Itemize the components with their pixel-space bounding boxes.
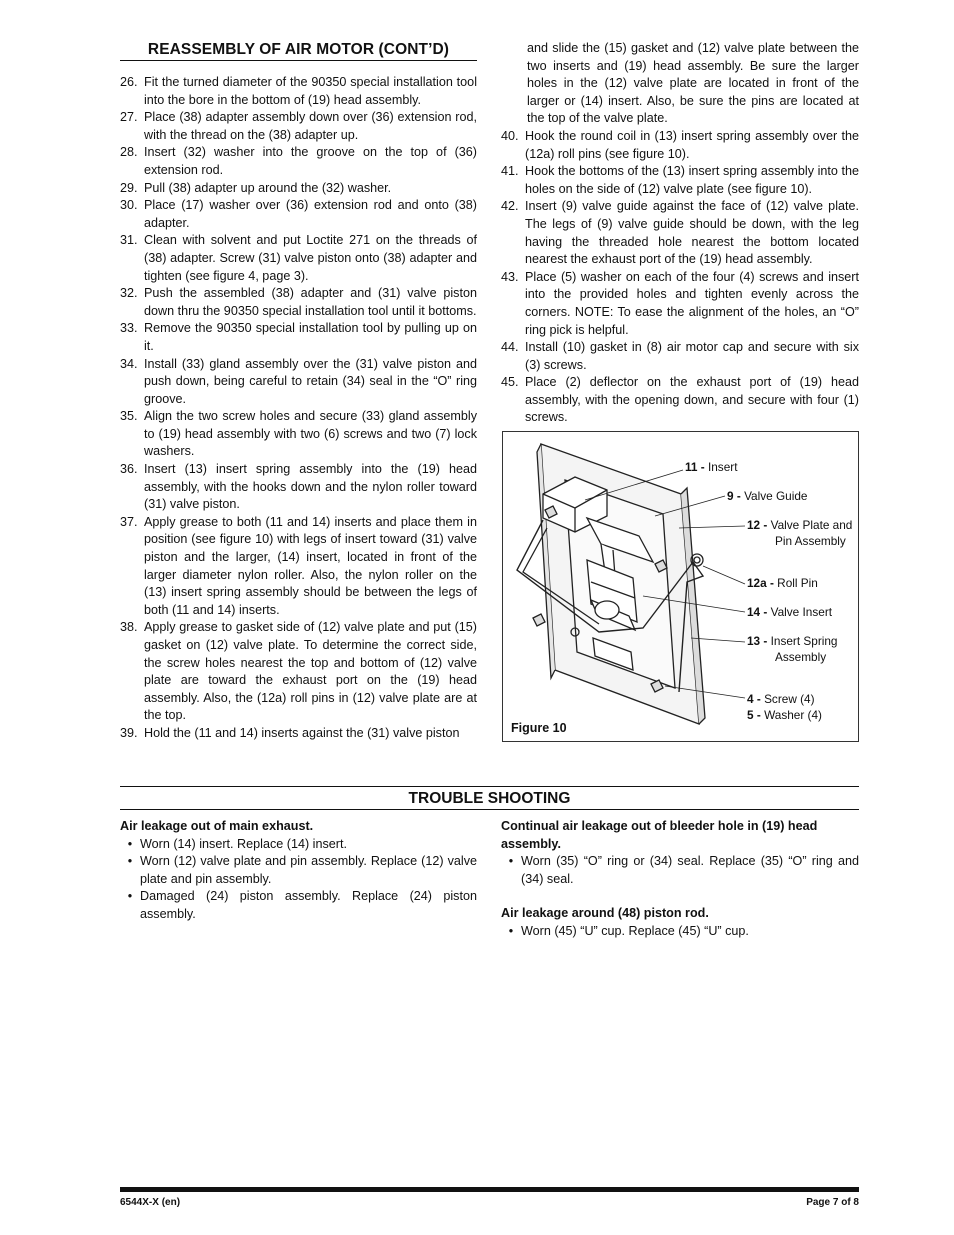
bullet-icon: • bbox=[127, 889, 133, 904]
bullet-icon: • bbox=[127, 836, 133, 851]
callout-12a: 12a - Roll Pin bbox=[747, 576, 818, 590]
callout-11: 11 - Insert bbox=[685, 460, 738, 474]
step-item: 35. Align the two screw holes and secure (33) gland assembly to (19) head assembly with two (6) screws and two (7) lock washers. bbox=[120, 409, 477, 459]
step-item: 42. Insert (9) valve guide against the face of (12) valve plate. The legs of (9) valve guide should be down, with the leg having the threaded hole nearest the bottom located nearest the exhaust port of the (19) head assembly. bbox=[501, 199, 859, 267]
step-item: 27. Place (38) adapter assembly down over (36) extension rod, with the thread on the (38) adapter up. bbox=[120, 110, 477, 142]
step-item: 37. Apply grease to both (11 and 14) inserts and place them in position (see figure 10) with legs of insert toward (31) valve piston and the larger, (14) insert, located in front of the larger diameter nylon roller. Also, the nylon roller on the (13) insert spring assembly should be between the legs of both (11 and 14) inserts. bbox=[120, 514, 477, 617]
step-item: 34. Install (33) gland assembly over the (31) valve piston and push down, being careful to retain (34) seal in the “O” ring groove. bbox=[120, 356, 477, 406]
step-item: 43. Place (5) washer on each of the four (4) screws and insert into the provided holes and tighten evenly across the corners. NOTE: To ease the alignment of the holes, an “O” ring pick is helpful. bbox=[501, 269, 859, 337]
page-number: Page 7 of 8 bbox=[806, 1197, 859, 1208]
callout-12: 12 - Valve Plate and Pin Assembly bbox=[747, 518, 853, 548]
step-item: 38. Apply grease to gasket side of (12) valve plate and put (15) gasket on (12) valve plate. To determine the correct side, the screw holes nearest the top and bottom of (12) valve plate are toward the exhaust port on the (19) head assembly. Also, the (12a) roll pins in (12) valve plate are at the top. bbox=[120, 620, 477, 723]
troubleshooting-right bbox=[501, 818, 859, 941]
step-item: 31. Clean with solvent and put Loctite 271 on the threads of (38) adapter. Screw (31) valve piston onto (38) adapter and tighten (see figure 4, page 3). bbox=[120, 233, 477, 283]
list-item: • Worn (14) insert. Replace (14) insert. bbox=[120, 836, 477, 854]
step-39-continuation: and slide the (15) gasket and (12) valve plate between the two inserts and (19) head assembly. Be sure the larger holes in the (12) valve plate are located in front of the larger or (14) insert. Also, be sure the pins are located at the top of the valve plate. bbox=[527, 41, 859, 126]
callout-13: 13 - Insert Spring Assembly bbox=[747, 634, 838, 664]
list-item: • Worn (12) valve plate and pin assembly. Replace (12) valve plate and pin assembly. bbox=[120, 853, 477, 888]
step-item: 28. Insert (32) washer into the groove on the top of (36) extension rod. bbox=[120, 145, 477, 177]
figure-caption: Figure 10 bbox=[511, 721, 567, 735]
list-item: • Damaged (24) piston assembly. Replace (24) piston assembly. bbox=[120, 888, 477, 923]
step-item: 45. Place (2) deflector on the exhaust port of (19) head assembly, with the opening down, and secure with four (1) screws. bbox=[501, 375, 859, 425]
right-column bbox=[501, 40, 859, 427]
bullet-icon: • bbox=[508, 854, 514, 869]
issue-title: Air leakage around (48) piston rod. bbox=[501, 906, 709, 921]
troubleshooting-heading: TROUBLE SHOOTING bbox=[120, 786, 859, 810]
callout-9: 9 - Valve Guide bbox=[727, 489, 808, 503]
steps-list-right bbox=[501, 128, 859, 427]
step-item: 39. Hold the (11 and 14) inserts against the (31) valve piston bbox=[120, 725, 460, 740]
bullet-icon: • bbox=[508, 923, 514, 938]
reassembly-heading: REASSEMBLY OF AIR MOTOR (CONT’D) bbox=[120, 40, 477, 61]
step-item: 29. Pull (38) adapter up around the (32) washer. bbox=[120, 180, 392, 195]
callout-14: 14 - Valve Insert bbox=[747, 605, 833, 619]
step-item: 32. Push the assembled (38) adapter and (31) valve piston down thru the 90350 special installation tool until it bottoms. bbox=[120, 286, 477, 318]
callout-4: 4 - Screw (4) bbox=[747, 692, 815, 706]
document-id: 6544X-X (en) bbox=[120, 1197, 181, 1208]
callout-5: 5 - Washer (4) bbox=[747, 708, 822, 722]
step-item: 40. Hook the round coil in (13) insert spring assembly over the (12a) roll pins (see figure 10). bbox=[501, 128, 859, 161]
step-item: 41. Hook the bottoms of the (13) insert spring assembly into the holes on the side of (12) valve plate (see figure 10). bbox=[501, 164, 859, 196]
remedy-list bbox=[501, 853, 859, 888]
list-item: • Worn (35) “O” ring or (34) seal. Replace (35) “O” ring and (34) seal. bbox=[501, 853, 859, 888]
step-item: 30. Place (17) washer over (36) extension rod and onto (38) adapter. bbox=[120, 198, 477, 230]
left-column bbox=[120, 40, 477, 743]
remedy-list bbox=[501, 923, 859, 941]
step-item: 36. Insert (13) insert spring assembly into the (19) head assembly, with the hooks down and the nylon roller toward (31) valve piston. bbox=[120, 462, 477, 512]
step-item: 33. Remove the 90350 special installation tool by pulling up on it. bbox=[120, 321, 477, 353]
remedy-list bbox=[120, 836, 477, 924]
step-item: 44. Install (10) gasket in (8) air motor cap and secure with six (3) screws. bbox=[501, 340, 859, 372]
footer-rule bbox=[120, 1187, 859, 1192]
step-item: 26. Fit the turned diameter of the 90350 special installation tool into the bore in the bottom of (19) head assembly. bbox=[120, 75, 477, 107]
figure-10 bbox=[502, 431, 859, 742]
troubleshooting-left bbox=[120, 818, 477, 924]
issue-title: Air leakage out of main exhaust. bbox=[120, 819, 314, 833]
bullet-icon: • bbox=[127, 854, 133, 869]
list-item: • Worn (45) “U” cup. Replace (45) “U” cup. bbox=[501, 923, 859, 941]
steps-list-left bbox=[120, 74, 477, 743]
issue-title: Continual air leakage out of bleeder hole in (19) head assembly. bbox=[501, 819, 818, 851]
